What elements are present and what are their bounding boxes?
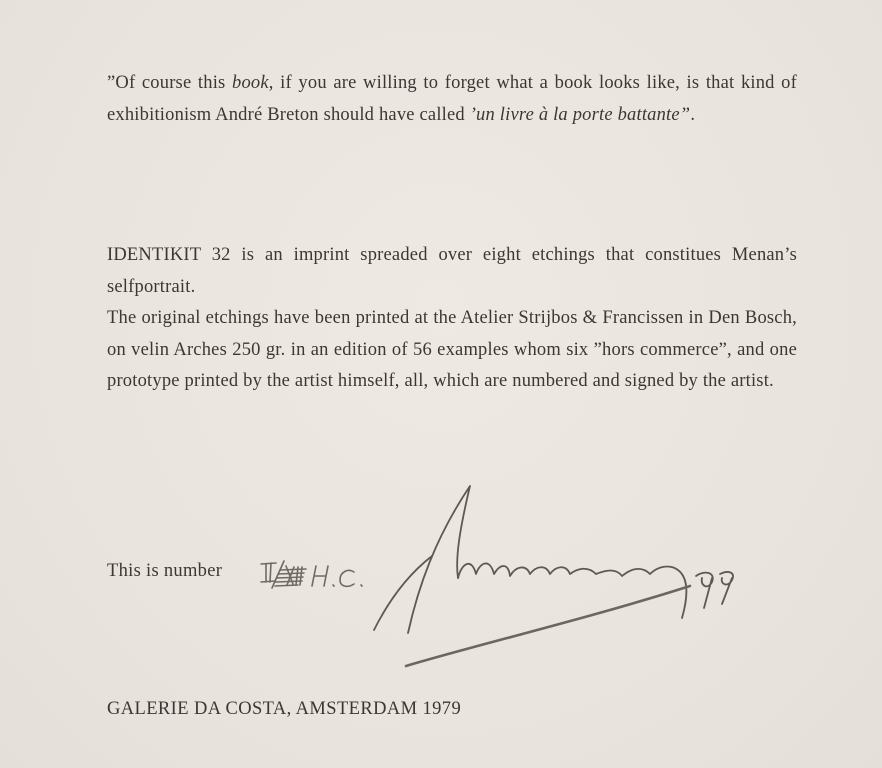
artist-signature — [360, 478, 750, 678]
quote-paragraph — [107, 68, 797, 131]
quote-part-3: . — [690, 104, 696, 125]
edition-number-label: This is number — [107, 561, 223, 581]
quote-part-2: , if you are willing to forget what a book looks like, is that kind of exhibitionism André Breton should have called — [107, 73, 797, 125]
description-paragraph-1: IDENTIKIT 32 is an imprint spreaded over eight etchings that constitues Menan’s selfportrait. — [107, 245, 797, 297]
gallery-imprint: GALERIE DA COSTA, AMSTERDAM 1979 — [107, 699, 462, 719]
description-section — [107, 240, 797, 398]
quote-french-italic: ’un livre à la porte battante” — [469, 104, 691, 125]
quote-book-italic: book — [232, 73, 269, 93]
quote-part-1: ”Of course this — [107, 73, 233, 93]
description-paragraph-2: The original etchings have been printed at the Atelier Strijbos & Francissen in Den Bosch, on velin Arches 250 gr. in an edition of 56 examples whom six ”hors commerce”, and one prototype printed by the artist himself, all, which are numbered and signed by the artist. — [107, 308, 797, 391]
